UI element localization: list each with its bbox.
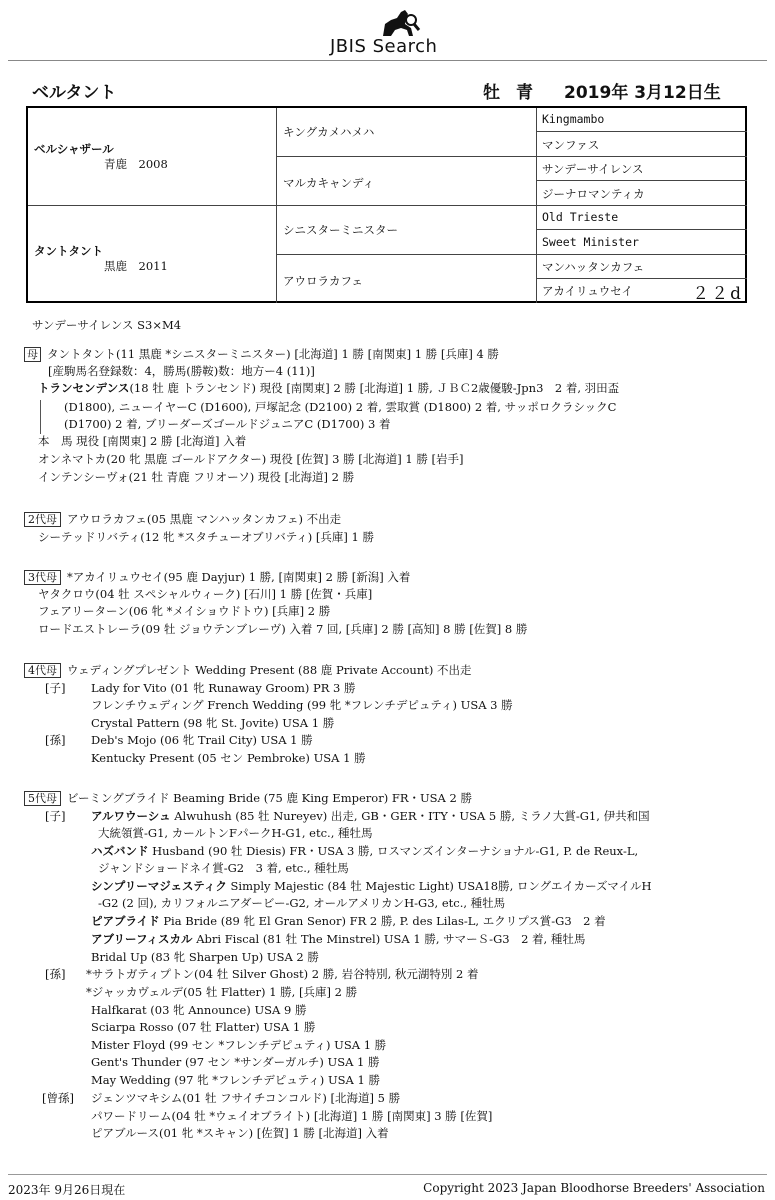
fifth-dam-child-1	[91, 808, 650, 824]
footer-copyright: Copyright 2023 Japan Bloodhorse Breeders' Association	[423, 1181, 765, 1195]
third-dam-line-4: ロードエストレーラ(09 牡 ジョウテンブレーヴ) 入着 7 回, [兵庫] 2 勝 [高知] 8 勝 [佐賀] 8 勝	[38, 622, 528, 636]
ggs-name-8: アカイリュウセイ	[542, 284, 633, 298]
gs-name-4: アウロラカフェ	[283, 274, 363, 288]
footer-date: 2023年 9月26日現在	[8, 1183, 126, 1197]
fifth-dam-grand-1: *サラトガティプトン(04 牡 Silver Ghost) 2 勝, 岩谷特別, 秋元湖特別 2 着	[86, 967, 479, 981]
dam-name: タントタント	[34, 244, 103, 258]
child-record: Pia Bride (89 牝 El Gran Senor) FR 2 勝, P. des Lilas-L, エクリプス賞-G3 2 着	[163, 914, 606, 928]
jbis-search-logo	[330, 8, 460, 57]
section-tag-5th-dam: 5代母	[24, 791, 61, 806]
fifth-dam-great-grand-3: ピアブルース(01 牝 *スキャン) [佐賀] 1 勝 [北海道] 入着	[91, 1126, 389, 1140]
fourth-dam-child-2: フレンチウェディング French Wedding (99 牝 *フレンチデピュティ) USA 3 勝	[91, 698, 513, 712]
fifth-dam-grand-2: *ジャッカヴェルデ(05 牡 Flatter) 1 勝, [兵庫] 2 勝	[86, 985, 358, 999]
ggs-name-2: マンファス	[542, 138, 600, 152]
ggs-name-7: マンハッタンカフェ	[542, 260, 645, 274]
section-tag-3rd-dam: 3代母	[24, 570, 61, 585]
top-divider	[8, 60, 767, 61]
ggs-name-3: サンデーサイレンス	[542, 162, 644, 176]
third-dam-line-1	[24, 569, 410, 585]
fifth-dam-great-grand-2: パワードリーム(04 牡 *ウェイオブライト) [北海道] 1 勝 [南関東] 3 勝 [佐賀]	[91, 1109, 493, 1123]
fifth-dam-summary: ビーミングブライド Beaming Bride (75 鹿 King Emperor) FR・USA 2 勝	[67, 791, 472, 805]
fifth-dam-child-3-cont: -G2 (2 回), カリフォルニアダービー-G2, オールアメリカンH-G3, etc., 種牡馬	[98, 896, 506, 910]
fifth-dam-child-2-cont: ジャンドショードネイ賞-G2 3 着, etc., 種牡馬	[98, 861, 349, 875]
horse-name: ベルタント	[32, 83, 117, 103]
ggs-name-5: Old Trieste	[542, 210, 619, 224]
sire-name: ベルシャザール	[34, 142, 114, 156]
fourth-dam-child-label: [子]	[45, 681, 66, 695]
pedigree-gs-cell[interactable]	[276, 255, 536, 303]
third-dam-line-2: ヤタクロウ(04 牡 スペシャルウィーク) [石川] 1 勝 [佐賀・兵庫]	[38, 587, 373, 601]
child-record: Simply Majestic (84 牡 Majestic Light) USA18勝, ロングエイカーズマイルH	[230, 879, 652, 893]
pedigree-code: ２２d	[692, 284, 743, 304]
pedigree-dam-cell[interactable]	[28, 206, 276, 303]
second-dam-summary: アウロラカフェ(05 黒鹿 マンハッタンカフェ) 不出走	[67, 512, 342, 526]
child-name[interactable]: アルワウーシュ	[91, 809, 171, 823]
dam-line-3	[38, 380, 619, 396]
child-record: Husband (90 牡 Diesis) FR・USA 3 勝, ロスマンズインターナショナル-G1, P. de Reux-L,	[152, 844, 639, 858]
fourth-dam-grand-1: Deb's Mojo (06 牝 Trail City) USA 1 勝	[91, 733, 313, 747]
pedigree-gs-cell[interactable]	[276, 108, 536, 157]
pedigree-ggs-cell[interactable]	[536, 108, 747, 132]
pedigree-table	[26, 106, 747, 303]
ggs-name-4: ジーナロマンティカ	[542, 187, 645, 201]
fourth-dam-child-3: Crystal Pattern (98 牝 St. Jovite) USA 1 勝	[91, 716, 335, 730]
fifth-dam-child-6: Bridal Up (83 牝 Sharpen Up) USA 2 勝	[91, 950, 319, 964]
section-tag-4th-dam: 4代母	[24, 663, 61, 678]
dam-progeny-count: [産駒馬名登録数：4，勝馬(勝鞍)数：地方ー4 (11)]	[48, 364, 315, 378]
horse-color: 青	[516, 83, 533, 103]
dam-line-4: (D1800), ニューイヤーC (D1600), 戸塚記念 (D2100) 2 着, 雲取賞 (D1800) 2 着, サッポロクラシックC	[64, 400, 617, 414]
sibling-name[interactable]: トランセンデンス	[38, 381, 130, 395]
continuation-bar	[40, 400, 41, 434]
sibling-record: (18 牡 鹿 トランセンド) 現役 [南関東] 2 勝 [北海道] 1 勝, ＪＢＣ2歳優駿-Jpn3 2 着, 羽田盃	[129, 381, 620, 395]
fifth-dam-child-label: [子]	[45, 809, 66, 823]
ggs-name-1: Kingmambo	[542, 112, 605, 126]
fifth-dam-grand-7: May Wedding (97 牝 *フレンチデピュティ) USA 1 勝	[91, 1073, 380, 1087]
bottom-divider	[8, 1174, 767, 1175]
pedigree-gs-cell[interactable]	[276, 206, 536, 255]
dam-line-6: 本 馬 現役 [南関東] 2 勝 [北海道] 入着	[38, 434, 247, 448]
fourth-dam-child-1: Lady for Vito (01 牝 Runaway Groom) PR 3 勝	[91, 681, 356, 695]
dam-detail: 黒鹿 2011	[104, 259, 168, 273]
fifth-dam-child-2	[91, 843, 638, 859]
pedigree-ggs-cell[interactable]	[536, 132, 747, 157]
fifth-dam-line-1	[24, 790, 472, 806]
section-tag-2nd-dam: 2代母	[24, 512, 61, 527]
child-name[interactable]: ハズバンド	[91, 844, 149, 858]
dam-line-1	[24, 346, 499, 362]
third-dam-line-3: フェアリーターン(06 牝 *メイショウドトウ) [兵庫] 2 勝	[38, 604, 331, 618]
pedigree-ggs-cell[interactable]	[536, 255, 747, 279]
fourth-dam-grand-label: [孫]	[45, 733, 66, 747]
pedigree-ggs-cell[interactable]	[536, 230, 747, 255]
pedigree-ggs-cell[interactable]	[536, 279, 747, 303]
second-dam-line-1	[24, 511, 341, 527]
child-name[interactable]: ピアブライド	[91, 914, 160, 928]
gs-name-3: シニスターミニスター	[283, 223, 398, 237]
fifth-dam-child-4	[91, 913, 606, 929]
ggs-name-6: Sweet Minister	[542, 235, 639, 249]
section-tag-dam: 母	[24, 347, 41, 362]
dam-line-7: オンネマトカ(20 牝 黒鹿 ゴールドアクター) 現役 [佐賀] 3 勝 [北海道] 1 勝 [岩手]	[38, 452, 464, 466]
fifth-dam-child-1-cont: 大統領賞-G1, カールトンFパークH-G1, etc., 種牡馬	[98, 826, 373, 840]
dam-summary: タントタント(11 黒鹿 *シニスターミニスター) [北海道] 1 勝 [南関東] 1 勝 [兵庫] 4 勝	[47, 347, 499, 361]
fifth-dam-child-5	[91, 931, 585, 947]
pedigree-ggs-cell[interactable]	[536, 181, 747, 206]
horse-sex: 牡	[483, 83, 500, 103]
horse-header	[32, 78, 752, 102]
gs-name-1: キングカメハメハ	[283, 125, 375, 139]
second-dam-line-2: シーテッドリバティ(12 牝 *スタチューオブリバティ) [兵庫] 1 勝	[38, 530, 375, 544]
third-dam-summary: *アカイリュウセイ(95 鹿 Dayjur) 1 勝, [南関東] 2 勝 [新潟] 入着	[67, 570, 411, 584]
pedigree-sire-cell[interactable]	[28, 108, 276, 206]
child-record: Alwuhush (85 牡 Nureyev) 出走, GB・GER・ITY・USA 5 勝, ミラノ大賞-G1, 伊共和国	[174, 809, 650, 823]
horse-birthdate: 2019年 3月12日生	[564, 83, 721, 103]
fifth-dam-grand-label: [孫]	[45, 967, 66, 981]
pedigree-gs-cell[interactable]	[276, 157, 536, 206]
fourth-dam-summary: ウェディングプレゼント Wedding Present (88 鹿 Private Account) 不出走	[67, 663, 472, 677]
inbreeding-note: サンデーサイレンス S3×M4	[32, 318, 182, 332]
dam-line-5: (D1700) 2 着, ブリーダーズゴールドジュニアC (D1700) 3 着	[64, 417, 391, 431]
horse-icon	[375, 8, 421, 38]
child-record: Abri Fiscal (81 牡 The Minstrel) USA 1 勝, サマーＳ-G3 2 着, 種牡馬	[196, 932, 586, 946]
logo-text: JBIS Search	[330, 36, 438, 57]
sire-detail: 青鹿 2008	[104, 157, 168, 171]
fifth-dam-grand-6: Gent's Thunder (97 セン *サンダーガルチ) USA 1 勝	[91, 1055, 380, 1069]
child-name[interactable]: シンプリーマジェスティク	[91, 879, 227, 893]
fifth-dam-great-grand-1: ジェンツマキシム(01 牡 フサイチコンコルド) [北海道] 5 勝	[91, 1091, 401, 1105]
fourth-dam-line-1	[24, 662, 472, 678]
pedigree-ggs-cell[interactable]	[536, 206, 747, 230]
fourth-dam-grand-2: Kentucky Present (05 セン Pembroke) USA 1 勝	[91, 751, 366, 765]
child-name[interactable]: アブリーフィスカル	[91, 932, 193, 946]
fifth-dam-grand-3: Halfkarat (03 牝 Announce) USA 9 勝	[91, 1003, 307, 1017]
fifth-dam-child-3	[91, 878, 652, 894]
fifth-dam-great-grand-label: [曾孫]	[42, 1091, 74, 1105]
dam-line-8: インテンシーヴォ(21 牡 青鹿 フリオーソ) 現役 [北海道] 2 勝	[38, 470, 355, 484]
gs-name-2: マルカキャンディ	[283, 176, 375, 190]
pedigree-ggs-cell[interactable]	[536, 157, 747, 181]
fifth-dam-grand-5: Mister Floyd (99 セン *フレンチデピュティ) USA 1 勝	[91, 1038, 387, 1052]
fifth-dam-grand-4: Sciarpa Rosso (07 牡 Flatter) USA 1 勝	[91, 1020, 316, 1034]
